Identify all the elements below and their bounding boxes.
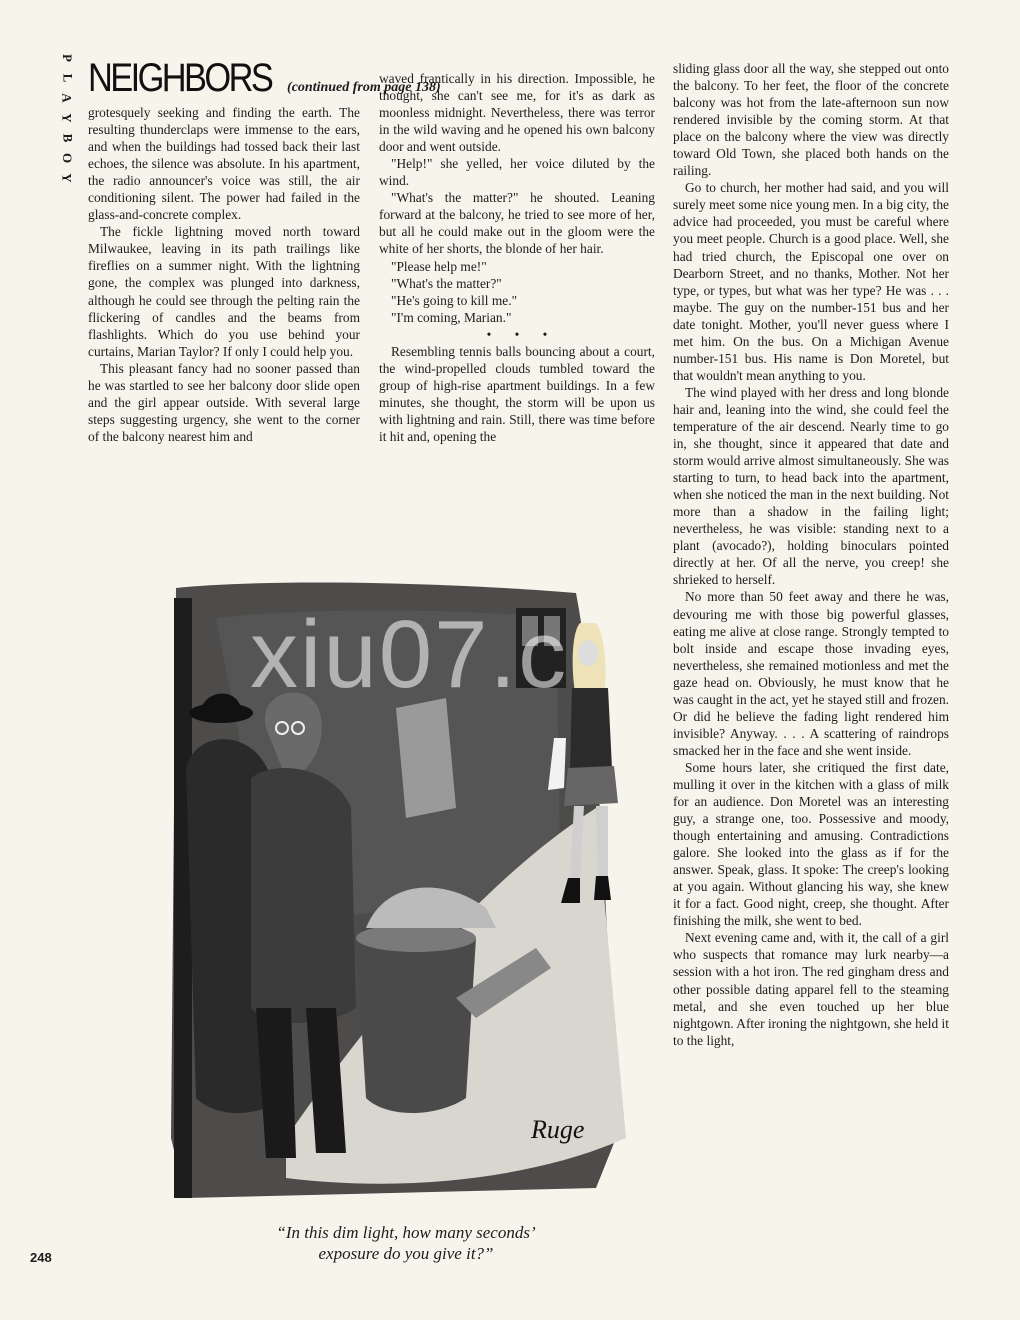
page-number: 248 (30, 1250, 52, 1265)
paragraph: Go to church, her mother had said, and you will surely meet some nice young men. In a big city, the advice had proceeded, you must be careful where you meet people. Church is a good place. Well, she had tried church, the Episcopal one over on Dearborn Street, and no thanks, Mother. Not her type, or types, but what was her type? He was . . . maybe. The guy on the number-151 bus and her date tonight. Mother, you'll never guess where I met him. On the bus. On a Michigan Avenue number-151 bus. His name is Don Moretel, but that wouldn't mean anything to you. (673, 180, 949, 383)
paragraph: Next evening came and, with it, the call of a girl who suspects that romance may lurk nearby—a session with a hot iron. The red gingham dress and other possible dating apparel fell to the steaming metal, and she even touched up her blue nightgown. After ironing the nightgown, she held it to the light, (673, 930, 949, 1048)
paragraph: grotesquely seeking and finding the earth. The resulting thunderclaps were immense to the ears, and when the buildings had tossed back their last echoes, the silence was absolute. In his apartment, the radio announcer's voice was still, the air conditioning silent. The power had failed in the glass-and-concrete complex. (88, 105, 360, 223)
paragraph: Some hours later, she critiqued the first date, mulling it over in the kitchen with a glass of milk for an audience. Don Moretel was an interesting guy, a strange one, too. Possessive and moody, though entertaining and amusing. Contradictions galore. She looked into the glass as if for the answer. Speak, glass. It spoke: The creep's looking at you again. Without glancing his way, she knew it for a fact. Good night, creep, she thought. After finishing the milk, she went to bed. (673, 759, 949, 929)
paragraph: "What's the matter?" he shouted. Leaning forward at the balcony, he tried to see more of her, but all he could make out in the gloom were the white of her shorts, the blonde of her hair. (379, 190, 655, 257)
text-column-left (88, 104, 360, 445)
paragraph: This pleasant fancy had no sooner passed than he was startled to see her balcony door slide open and the girl appear outside. With several large steps suggesting urgency, she went to the corner of the balcony nearest him and (88, 360, 360, 444)
caption-line: exposure do you give it?” (318, 1244, 494, 1263)
text-column-middle (379, 70, 655, 445)
logo-letter: O (60, 152, 75, 164)
paragraph: The fickle lightning moved north toward Milwaukee, leaving in its path trailings like fireflies on a summer night. With the lightning gone, the complex was plunged into darkness, although he could see through the pelting rain the flickering of candles and the beams from flashlights. Which do you use behind your curtains, Marian Taylor? If only I could help you. (88, 224, 360, 359)
article-title: NEIGHBORS (88, 56, 272, 100)
paragraph: "Help!" she yelled, her voice diluted by the wind. (379, 156, 655, 189)
logo-letter: Y (59, 113, 75, 123)
paragraph: sliding glass door all the way, she stepped out onto the balcony. To her feet, the floor of the concrete balcony was hot from the late-afternoon sun now rendered invisible by the coming storm. At that place on the balcony where the view was directly toward Old Town, she placed both hands on the railing. (673, 61, 949, 179)
paragraph: The wind played with her dress and long blonde hair and, leaning into the wind, she could feel the temperature of the air descend. Nearly time to go in, she thought, since it appeared that date and storm would arrive almost simultaneously. She was starting to turn, to head back into the apartment, when she noticed the man in the next building. Not more than a shadow in the failing light; nevertheless, he was visible: standing next to a plant (avocado?), holding binoculars pointed directly at her. Of all the nerve, you creep! she shrieked to herself. (673, 384, 949, 588)
logo-letter: Y (59, 173, 75, 183)
caption-line: “In this dim light, how many seconds’ (276, 1223, 536, 1242)
paragraph: Resembling tennis balls bouncing about a court, the wind-propelled clouds tumbled toward the group of high-rise apartment buildings. In a few minutes, she thought, the storm will be upon us with lightning and rain. Still, there was time before it hit and, opening the (379, 343, 655, 444)
watermark: xiu07.c (250, 601, 569, 708)
paragraph: "What's the matter?" (391, 275, 502, 291)
paragraph: "I'm coming, Marian." (391, 309, 512, 325)
cartoon-caption (200, 1222, 612, 1264)
paragraph: waved frantically in his direction. Impossible, he thought, she can't see me, for it's as dark as moonless midnight. Nevertheless, there was terror in the wild waving and he opened his own balcony door and went outside. (379, 71, 655, 155)
logo-letter: A (59, 93, 75, 103)
logo-letter: B (59, 133, 75, 143)
paragraph: "Please help me!" (391, 258, 487, 274)
paragraph: "He's going to kill me." (391, 292, 518, 308)
logo-letter: P (59, 54, 75, 62)
section-break: • • • (486, 326, 558, 342)
artist-signature: Ruge (531, 1115, 585, 1144)
continued-note: (continued from page 138) (287, 80, 441, 95)
paragraph: No more than 50 feet away and there he was, devouring me with those big powerful glasses, eating me alive at close range. Strongly tempted to bolt inside and escape those invading eyes, nevertheless, she remained motionless and met the gaze head on. Obviously, he must know that he was caught in the act, yet he stayed still and frozen. Or did he believe the fading light rendered him invisible? Anyway. . . . A scattering of raindrops smacked her in the face and she went inside. (673, 589, 949, 758)
text-column-right (673, 60, 949, 1049)
logo-letter: L (59, 73, 75, 83)
playboy-vertical-logo (56, 48, 78, 188)
